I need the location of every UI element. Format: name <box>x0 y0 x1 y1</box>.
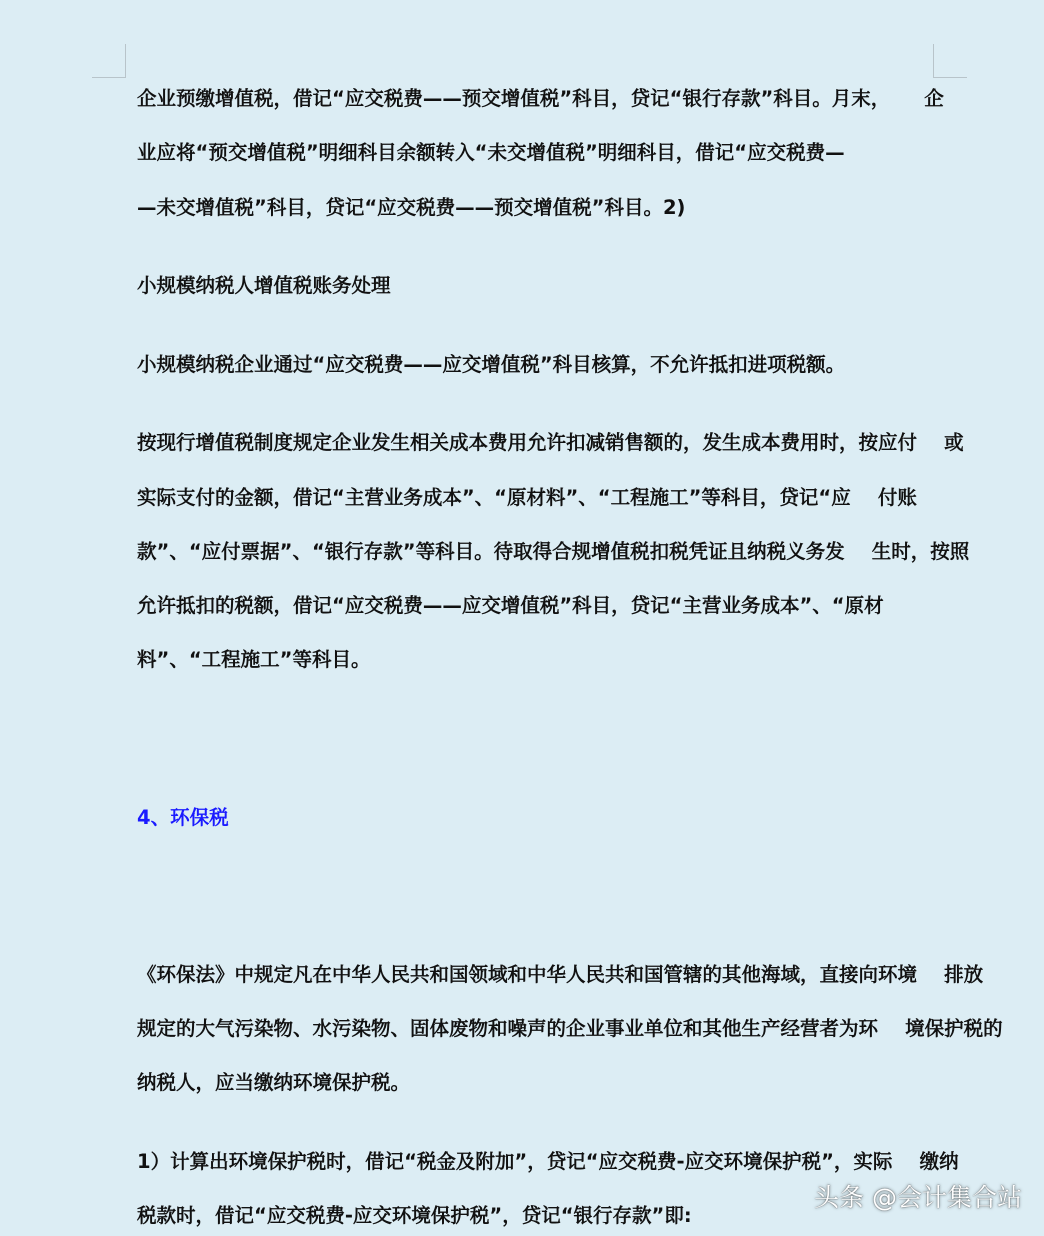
paragraph-line: 纳税人，应当缴纳环境保护税。 <box>137 1071 411 1094</box>
paragraph-line: 税款时，借记“应交税费-应交环境保护税”，贷记“银行存款”即: <box>137 1204 692 1227</box>
section-subheading: 小规模纳税人增值税账务处理 <box>137 274 391 297</box>
paragraph-line: 企业预缴增值税，借记“应交税费——预交增值税”科目，贷记“银行存款”科目。月末， 企 <box>137 87 944 110</box>
paragraph-line: 按现行增值税制度规定企业发生相关成本费用允许扣减销售额的，发生成本费用时，按应付 或 <box>137 431 964 454</box>
paragraph-line: —未交增值税”科目，贷记“应交税费——预交增值税”科目。2) <box>137 196 686 219</box>
paragraph-line: 业应将“预交增值税”明细科目余额转入“未交增值税”明细科目，借记“应交税费— <box>137 141 845 164</box>
page-corner-mark-right <box>933 44 967 78</box>
paragraph-line: 实际支付的金额，借记“主营业务成本”、“原材料”、“工程施工”等科目，贷记“应 付账 <box>137 486 917 509</box>
paragraph-line: 款”、“应付票据”、“银行存款”等科目。待取得合规增值税扣税凭证且纳税义务发 生时，按照 <box>137 540 970 563</box>
page-corner-mark-left <box>92 44 126 78</box>
paragraph-line: 允许抵扣的税额，借记“应交税费——应交增值税”科目，贷记“主营业务成本”、“原材 <box>137 594 884 617</box>
paragraph-line: 料”、“工程施工”等科目。 <box>137 648 371 671</box>
paragraph-line: 规定的大气污染物、水污染物、固体废物和噪声的企业事业单位和其他生产经营者为环 境保护税的 <box>137 1017 1003 1040</box>
paragraph-line: 1）计算出环境保护税时，借记“税金及附加”，贷记“应交税费-应交环境保护税”，实际 缴纳 <box>137 1150 959 1173</box>
section-heading: 4、环保税 <box>137 806 229 829</box>
watermark: 头条 @会计集合站 <box>814 1183 1022 1212</box>
paragraph-line: 《环保法》中规定凡在中华人民共和国领域和中华人民共和国管辖的其他海域，直接向环境 排放 <box>137 963 984 986</box>
paragraph-line: 小规模纳税企业通过“应交税费——应交增值税”科目核算，不允许抵扣进项税额。 <box>137 353 846 376</box>
